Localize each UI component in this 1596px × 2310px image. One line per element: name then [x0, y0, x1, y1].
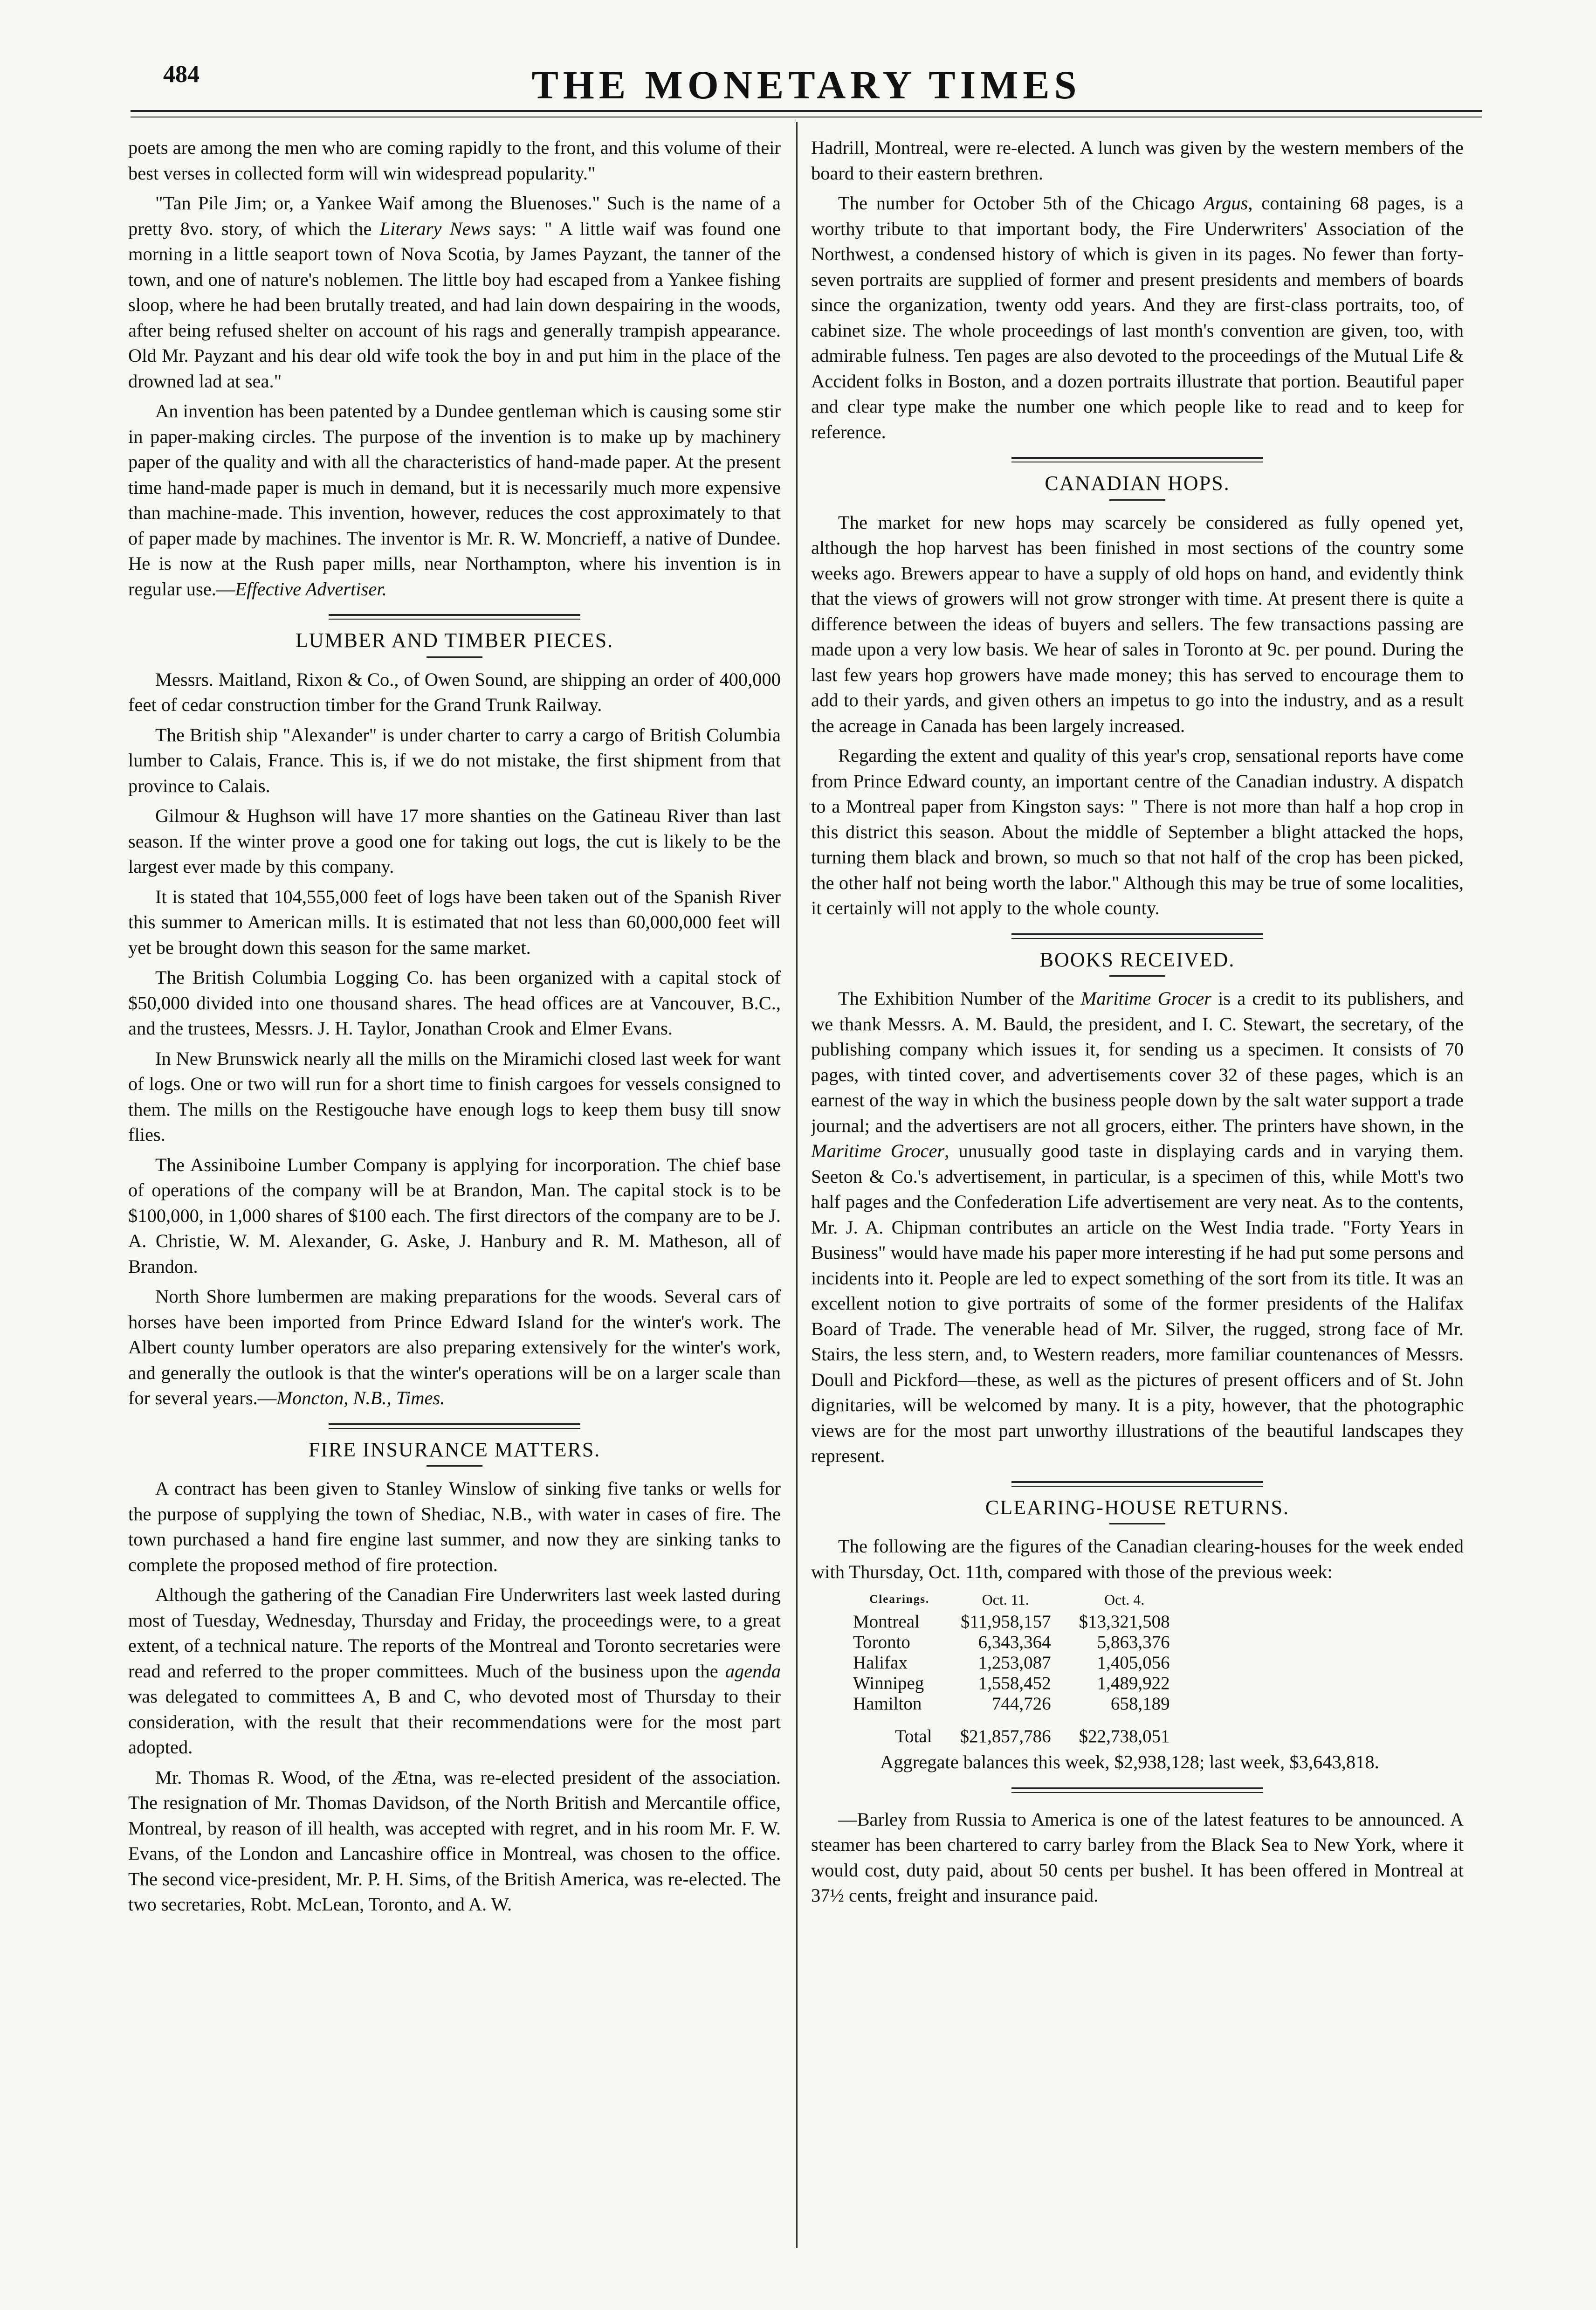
- article-paragraph: poets are among the men who are coming rapidly to the front, and this volume of their best verses in collected form will win widespread popularity.": [128, 137, 781, 184]
- article-paragraph: The number for October 5th of the Chicago Argus, containing 68 pages, is a worthy tribute to that important body, the Fire Underwriters' Association of the Northwest, a condensed history of which is given in its pages. No fewer than forty-seven portraits are supplied of former and present presidents and members of boards since the organization, twenty odd years. And they are first-class portraits, too, of cabinet size. The whole proceedings of last month's convention are given, too, with admirable fulness. Ten pages are also devoted to the proceedings of the Mutual Life & Accident folks in Boston, and a dozen portraits illustrate that portion. Beautiful paper and clear type make the number one which people like to read and to keep for reference.: [811, 193, 1464, 442]
- news-item: Gilmour & Hughson will have 17 more shanties on the Gatineau River than last season. If the winter prove a good one for taking out logs, the cut is likely to be the largest ever made by this company.: [128, 805, 781, 877]
- column-divider: [796, 122, 798, 2248]
- news-item: The British Columbia Logging Co. has been organized with a capital stock of $50,000 divided into one thousand shares. The head offices are at Vancouver, B.C., and the trustees, Messrs. J. H. Taylor, Jonathan Crook and Elmer Evans.: [128, 967, 781, 1039]
- table-total-row: Total $21,857,786 $22,738,051: [895, 1726, 1170, 1746]
- news-item: Although the gathering of the Canadian Fire Underwriters last week lasted during most of Tuesday, Wednesday, Thursday and Friday, the proceedings were, to a great extent, of a technical nature. The reports of the Montreal and Toronto secretaries were read and referred to the proper committees. Much of the business upon the agenda was delegated to committees A, B and C, who devoted most of Thursday to their consideration, with the result that their recommendations were for the most part adopted.: [128, 1584, 781, 1758]
- news-item: Mr. Thomas R. Wood, of the Ætna, was re-elected president of the association. The resignation of Mr. Thomas Davidson, of the North British and Mercantile office, Montreal, by reason of ill health, was accepted with regret, and in his room Mr. F. W. Evans, of the London and Lancashire office in Montreal, was chosen to the office. The second vice-president, Mr. P. H. Sims, of the British America, was re-elected. The two secretaries, Robt. McLean, Toronto, and A. W.: [128, 1766, 781, 1915]
- news-item: In New Brunswick nearly all the mills on the Miramichi closed last week for want of logs. One or two will run for a short time to finish cargoes for vessels consigned to them. The mills on the Restigouche have enough logs to keep them busy till snow flies.: [128, 1048, 781, 1145]
- table-row: Montreal $11,958,157 $13,321,508: [853, 1612, 1170, 1632]
- masthead-title: THE MONETARY TIMES: [531, 62, 1081, 107]
- section-title-books: BOOKS RECEIVED.: [1039, 948, 1235, 971]
- news-item: —Barley from Russia to America is one of the latest features to be announced. A steamer has been chartered to carry barley from the Black Sea to New York, where it would cost, duty paid, about 50 cents per bushel. It has been offered in Montreal at 37½ cents, freight and insurance paid.: [811, 1808, 1464, 1906]
- section-rule: [329, 614, 580, 616]
- article-paragraph: Hadrill, Montreal, were re-elected. A lunch was given by the western members of the board to their eastern brethren.: [811, 137, 1464, 184]
- publication-name: Literary News: [379, 218, 491, 239]
- table-header-row: [853, 1589, 1184, 1612]
- section-dash: [1109, 975, 1165, 977]
- section-rule-thin: [1011, 1792, 1263, 1793]
- page-number: 484: [163, 61, 200, 88]
- column-header: Oct. 4.: [1104, 1591, 1145, 1608]
- source-credit: Moncton, N.B., Times.: [276, 1387, 445, 1408]
- header-rule: [131, 110, 1482, 112]
- news-item: The market for new hops may scarcely be considered as fully opened yet, although the hop harvest has been finished in most sections of the country some weeks ago. Brewers appear to have a supply of old hops on hand, and evidently think that the views of growers will not grow stronger with time. At present there is quite a difference between the ideas of buyers and sellers. The few transactions passing are made upon a very low basis. We hear of sales in Toronto at 9c. per pound. During the last few years hop growers have made money; this has served to encourage them to add to their yards, and given others an impetus to go into the industry, and as a result the acreage in Canada has been largely increased.: [811, 511, 1464, 736]
- table-row: Hamilton 744,726 658,189: [853, 1694, 1170, 1714]
- source-credit: Effective Advertiser.: [235, 578, 387, 600]
- column-header: Clearings.: [869, 1593, 930, 1606]
- left-column: [128, 135, 781, 2252]
- news-item: Regarding the extent and quality of this year's crop, sensational reports have come from Prince Edward county, an important centre of the Canadian industry. A dispatch to a Montreal paper from Kingston says: " There is not more than half a hop crop in this district this season. About the middle of September a blight attacked the hops, turning them black and brown, so much so that not half of the crop has been picked, the other half not being worth the labor." Although this may be true of some localities, it certainly will not apply to the whole county.: [811, 745, 1464, 918]
- section-rule-thin: [329, 619, 580, 620]
- section-dash: [427, 1465, 482, 1467]
- column-header: Oct. 11.: [982, 1591, 1029, 1608]
- section-dash: [1109, 499, 1165, 501]
- news-item: The following are the figures of the Canadian clearing-houses for the week ended with Thursday, Oct. 11th, compared with those of the previous week:: [811, 1536, 1464, 1582]
- section-rule-thin: [1011, 1486, 1263, 1487]
- article-paragraph: An invention has been patented by a Dundee gentleman which is causing some stir in paper-making circles. The purpose of the invention is to make up by machinery paper of the quality and with all the characteristics of hand-made paper. At the present time hand-made paper is much in demand, but it is necessarily much more expensive than machine-made. This invention, however, reduces the cost approximately to that of paper made by machines. The inventor is Mr. R. W. Moncrieff, a native of Dundee. He is now at the Rush paper mills, near Northampton, where his invention is in regular use.—Effective Advertiser.: [128, 400, 781, 600]
- section-rule: [329, 1423, 580, 1425]
- table-row: Toronto 6,343,364 5,863,376: [853, 1632, 1170, 1652]
- news-item: A contract has been given to Stanley Winslow of sinking five tanks or wells for the purpose of supplying the town of Shediac, N.B., with water in cases of fire. The town purchased a hand fire engine last summer, and now they are sinking tanks to complete the proposed method of fire protection.: [128, 1478, 781, 1575]
- section-rule: [1011, 457, 1263, 459]
- section-title-hops: CANADIAN HOPS.: [1045, 472, 1230, 495]
- section-title-fire-insurance: FIRE INSURANCE MATTERS.: [308, 1438, 601, 1461]
- right-column: [811, 135, 1464, 2252]
- section-title-lumber: LUMBER AND TIMBER PIECES.: [295, 629, 614, 652]
- section-dash: [427, 656, 482, 658]
- section-rule: [1011, 1787, 1263, 1789]
- news-item: Messrs. Maitland, Rixon & Co., of Owen Sound, are shipping an order of 400,000 feet of cedar construction timber for the Grand Trunk Railway.: [128, 669, 781, 715]
- news-item: The British ship "Alexander" is under charter to carry a cargo of British Columbia lumber to Calais, France. This is, if we do not mistake, the first shipment from that province to Calais.: [128, 724, 781, 796]
- section-rule: [1011, 933, 1263, 935]
- news-item: It is stated that 104,555,000 feet of logs have been taken out of the Spanish River this summer to American mills. It is estimated that not less than 60,000,000 feet will yet be brought down this season for the same market.: [128, 886, 781, 958]
- section-rule: [1011, 1481, 1263, 1483]
- section-rule-thin: [329, 1428, 580, 1429]
- clearing-house-table: [853, 1589, 1184, 1747]
- section-title-clearing-house: CLEARING-HOUSE RETURNS.: [985, 1496, 1290, 1519]
- news-item: The Assiniboine Lumber Company is applying for incorporation. The chief base of operations of the company will be at Brandon, Man. The capital stock is to be $100,000, in 1,000 shares of $100 each. The first directors of the company are to be J. A. Christie, W. M. Alexander, G. Aske, J. Hanbury and R. M. Matheson, all of Brandon.: [128, 1154, 781, 1277]
- news-item: North Shore lumbermen are making preparations for the woods. Several cars of horses have been imported from Prince Edward Island for the winter's work. The Albert county lumber operators are also preparing extensively for the winter's work, and generally the outlook is that the winter's operations will be on a larger scale than for several years.—Moncton, N.B., Times.: [128, 1286, 781, 1408]
- publication-name: Argus: [1204, 193, 1248, 214]
- table-row: Winnipeg 1,558,452 1,489,922: [853, 1673, 1170, 1693]
- section-dash: [1109, 1523, 1165, 1524]
- news-item: The Exhibition Number of the Maritime Grocer is a credit to its publishers, and we thank Messrs. A. M. Bauld, the president, and I. C. Stewart, the secretary, of the publishing company which issues it, for sending us a specimen. It consists of 70 pages, with tinted cover, and advertisements cover 32 of these pages, which is an earnest of the way in which the business people down by the salt water support a trade journal; and the advertisers are not all grocers, either. The printers have shown, in the Maritime Grocer, unusually good taste in displaying cards and in varying them. Seeton & Co.'s advertisement, in particular, is a specimen of this, while Mott's two half pages and the Confederation Life advertisement are very neat. As to the contents, Mr. J. A. Chipman contributes an article on the West India trade. "Forty Years in Business" would have made his paper more interesting if he had put some persons and incidents into it. People are led to expect something of the sort from its title. It was an excellent notion to give portraits of some of the former presidents of the Halifax Board of Trade. The venerable head of Mr. Silver, the rugged, strong face of Mr. Stairs, the less stern, and, to Western readers, more familiar countenances of Messrs. Doull and Pickford—these, as well as the pictures of present officers and of St. John dignitaries, will be welcomed by many. It is a pity, however, that the photographic views are for the most part unworthy illustrations of the beautiful landscapes they represent.: [811, 988, 1464, 1466]
- section-rule-thin: [1011, 938, 1263, 939]
- aggregate-balances: Aggregate balances this week, $2,938,128; last week, $3,643,818.: [880, 1751, 1379, 1772]
- article-paragraph: "Tan Pile Jim; or, a Yankee Waif among the Bluenoses." Such is the name of a pretty 8vo. story, of which the Literary News says: " A little waif was found one morning in a little seaport town of Nova Scotia, by James Payzant, the tanner of the town, and one of nature's noblemen. The little boy had escaped from a Yankee fishing sloop, where he had been brutally treated, and had lain down despairing in the woods, after being refused shelter on account of his rags and generally trampish appearance. Old Mr. Payzant and his dear old wife took the boy in and put him in the place of the drowned lad at sea.": [128, 193, 781, 392]
- table-row: Halifax 1,253,087 1,405,056: [853, 1653, 1170, 1673]
